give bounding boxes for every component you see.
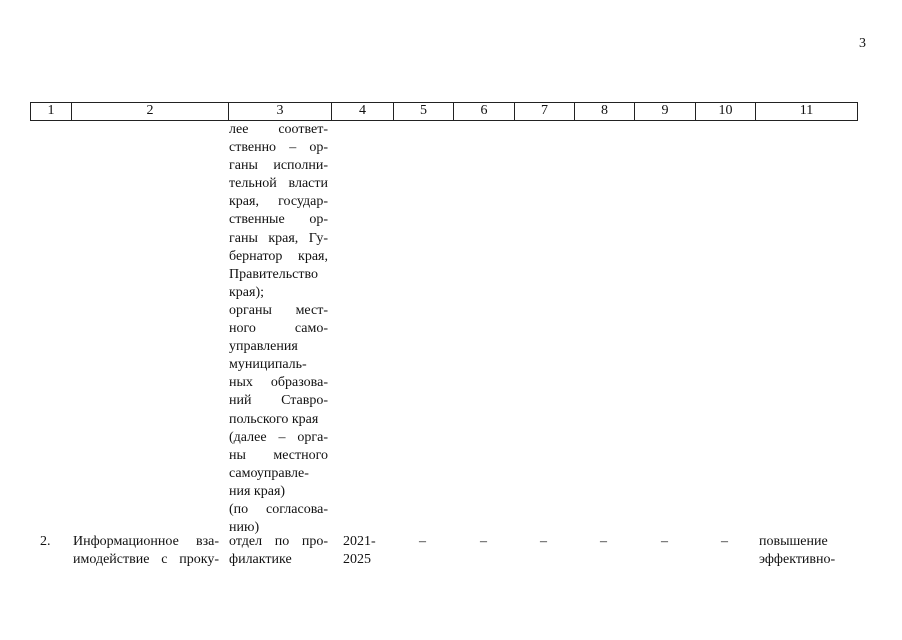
col3-line: лее соответ- bbox=[229, 122, 328, 137]
header-col-10: 10 bbox=[695, 103, 755, 120]
row2-col4 bbox=[343, 533, 383, 569]
col3-line: ния края) bbox=[229, 483, 286, 499]
col3-line: тельной власти bbox=[229, 176, 328, 192]
row2-col8: – bbox=[600, 534, 607, 549]
col3-line: органы мест- bbox=[229, 302, 328, 318]
header-col-6: 6 bbox=[453, 103, 514, 120]
col11-line: эффективно- bbox=[759, 552, 836, 567]
col11-line: повышение bbox=[759, 534, 828, 549]
row2-col9: – bbox=[661, 534, 668, 549]
col3-line: отдел по про- bbox=[229, 534, 328, 549]
col3-line: ственные ор- bbox=[229, 212, 328, 228]
row2-col11 bbox=[759, 533, 849, 569]
table-header-row bbox=[30, 102, 858, 121]
header-col-3: 3 bbox=[228, 103, 331, 120]
col3-line: муниципаль- bbox=[229, 357, 307, 373]
row1-col3-continuation bbox=[229, 121, 328, 537]
row2-col2 bbox=[73, 533, 219, 569]
header-col-1: 1 bbox=[30, 103, 71, 120]
col3-line: (далее – орга- bbox=[229, 429, 328, 445]
col3-line: края, государ- bbox=[229, 194, 328, 210]
row2-col10: – bbox=[721, 534, 728, 549]
header-col-8: 8 bbox=[574, 103, 634, 120]
col3-line: бернатор края, bbox=[229, 248, 328, 264]
col3-line: управления bbox=[229, 339, 298, 355]
col3-line: ганы края, Гу- bbox=[229, 230, 328, 246]
col3-line: ных образова- bbox=[229, 375, 328, 391]
period-line: 2021- bbox=[343, 534, 376, 549]
col3-line: Правительство bbox=[229, 266, 318, 282]
col3-line: ственно – ор- bbox=[229, 140, 328, 156]
col3-line: ного само- bbox=[229, 321, 328, 337]
col2-line: Информационное вза- bbox=[73, 534, 219, 549]
col3-line: (по согласова- bbox=[229, 501, 328, 517]
col3-line: филактике bbox=[229, 552, 292, 567]
row2-col3 bbox=[229, 533, 328, 569]
row2-col5: – bbox=[419, 534, 426, 549]
col3-line: ны местного bbox=[229, 447, 328, 463]
col3-line: польского края bbox=[229, 411, 319, 427]
col3-line: ганы исполни- bbox=[229, 158, 328, 174]
row2-number bbox=[40, 533, 60, 551]
header-col-5: 5 bbox=[393, 103, 453, 120]
col3-line: края); bbox=[229, 284, 265, 300]
period-line: 2025 bbox=[343, 552, 371, 567]
header-col-11: 11 bbox=[755, 103, 858, 120]
row2-col6: – bbox=[480, 534, 487, 549]
page-number: 3 bbox=[859, 36, 866, 51]
header-col-4: 4 bbox=[331, 103, 393, 120]
col3-line: самоуправле- bbox=[229, 465, 309, 481]
row2-col7: – bbox=[540, 534, 547, 549]
row-number: 2. bbox=[40, 534, 51, 549]
col3-line: ний Ставро- bbox=[229, 393, 328, 409]
header-col-9: 9 bbox=[634, 103, 695, 120]
header-col-7: 7 bbox=[514, 103, 574, 120]
col3-line: нию) bbox=[229, 520, 260, 536]
col2-line: имодействие с проку- bbox=[73, 552, 219, 567]
header-col-2: 2 bbox=[71, 103, 228, 120]
